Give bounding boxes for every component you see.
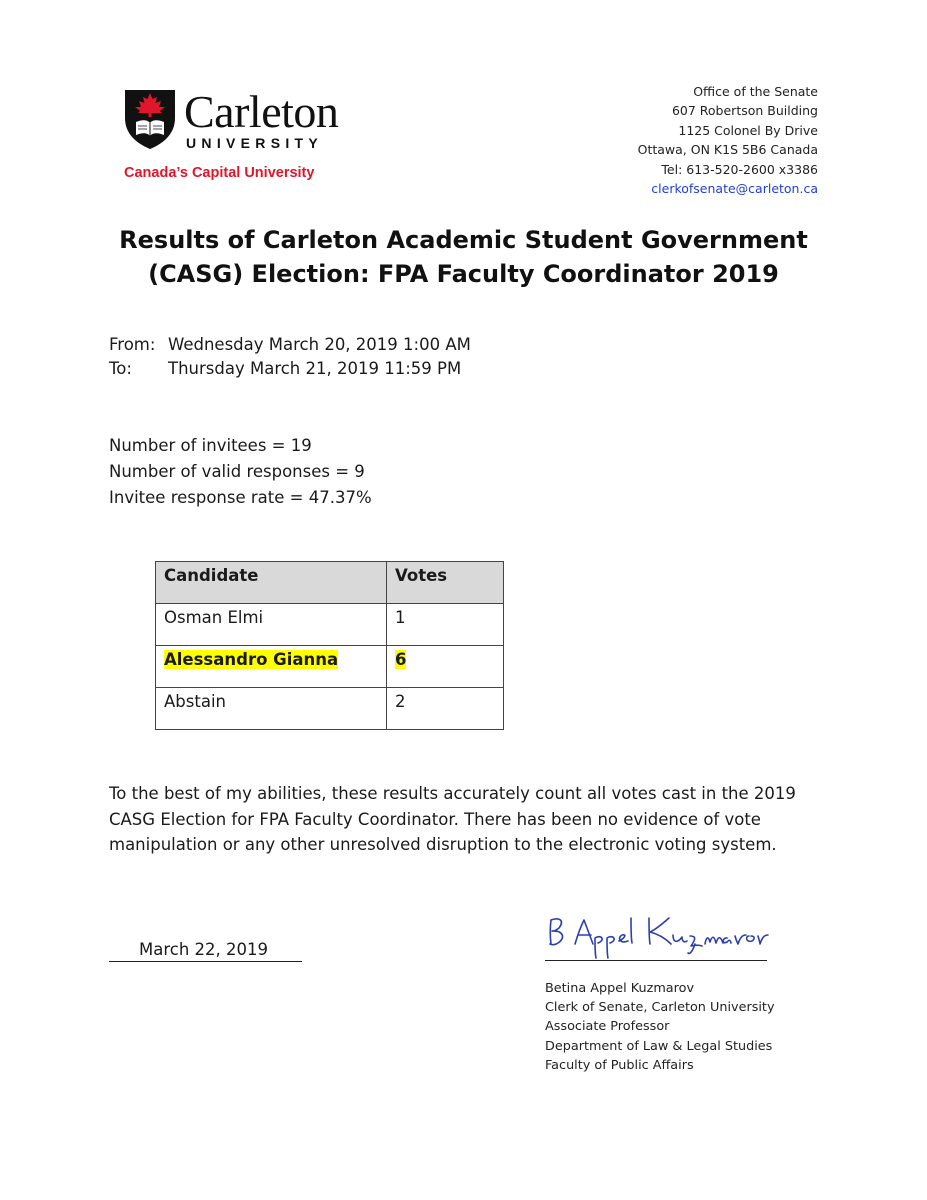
handwritten-signature [545,908,795,960]
valid-responses: Number of valid responses = 9 [109,462,365,481]
office-email-link[interactable]: clerkofsenate@carleton.ca [651,181,818,197]
vote-count: 1 [395,608,406,627]
to-label: To: [109,359,132,378]
candidate-cell [156,688,387,730]
vote-count: 2 [395,692,406,711]
candidate-cell [156,646,387,688]
response-rate: Invitee response rate = 47.37% [109,488,372,507]
office-name: Office of the Senate [693,84,818,99]
votes-cell [387,604,504,646]
candidate-name: Abstain [164,692,226,711]
title-line-1: Results of Carleton Academic Student Government [119,226,808,254]
election-period [109,333,471,381]
results-table [155,561,504,730]
votes-cell [387,688,504,730]
office-building: 607 Robertson Building [671,103,818,119]
from-label: From: [109,335,156,354]
senate-office-address [638,82,818,198]
candidate-name: Osman Elmi [164,608,264,627]
header-candidate: Candidate [156,562,387,604]
to-value: Thursday March 21, 2019 11:59 PM [168,359,462,378]
signed-date: March 22, 2019 [109,939,302,962]
certification-statement: To the best of my abilities, these results accurately count all votes cast in the 2019 CASG Election for FPA Faculty Coordinator. There has been no evidence of vote manipulation or any other unresolved disruption to the electronic voting system. [109,784,796,854]
from-row [109,333,471,357]
header-votes: Votes [387,562,504,604]
carleton-logo [124,88,369,188]
table-header-row [156,562,504,604]
from-value: Wednesday March 20, 2019 1:00 AM [168,335,471,354]
vote-count-highlighted: 6 [395,650,407,669]
to-row [109,357,471,381]
logo-university: UNIVERSITY [186,135,324,151]
signer-details [545,979,775,1075]
office-phone: Tel: 613-520-2600 x3386 [661,161,818,177]
candidate-name-highlighted: Alessandro Gianna [164,650,339,669]
office-street: 1125 Colonel By Drive [678,122,818,138]
signature-block [545,912,767,961]
invitees-count: Number of invitees = 19 [109,436,312,455]
office-city: Ottawa, ON K1S 5B6 Canada [637,142,818,158]
votes-cell [387,646,504,688]
document-title [0,223,927,291]
table-row [156,604,504,646]
response-stats [109,433,372,511]
signer-department: Department of Law & Legal Studies [545,1038,773,1054]
signer-title-clerk: Clerk of Senate, Carleton University [545,1000,775,1016]
title-line-2: (CASG) Election: FPA Faculty Coordinator 2019 [148,260,779,288]
carleton-shield-icon [124,88,176,150]
signer-faculty: Faculty of Public Affairs [545,1057,694,1073]
signer-name: Betina Appel Kuzmarov [545,981,695,996]
table-row [156,688,504,730]
table-row-winner [156,646,504,688]
logo-tagline: Canada’s Capital University [124,165,315,181]
candidate-cell [156,604,387,646]
logo-wordmark: Carleton [184,86,339,137]
signer-title-professor: Associate Professor [545,1019,670,1035]
